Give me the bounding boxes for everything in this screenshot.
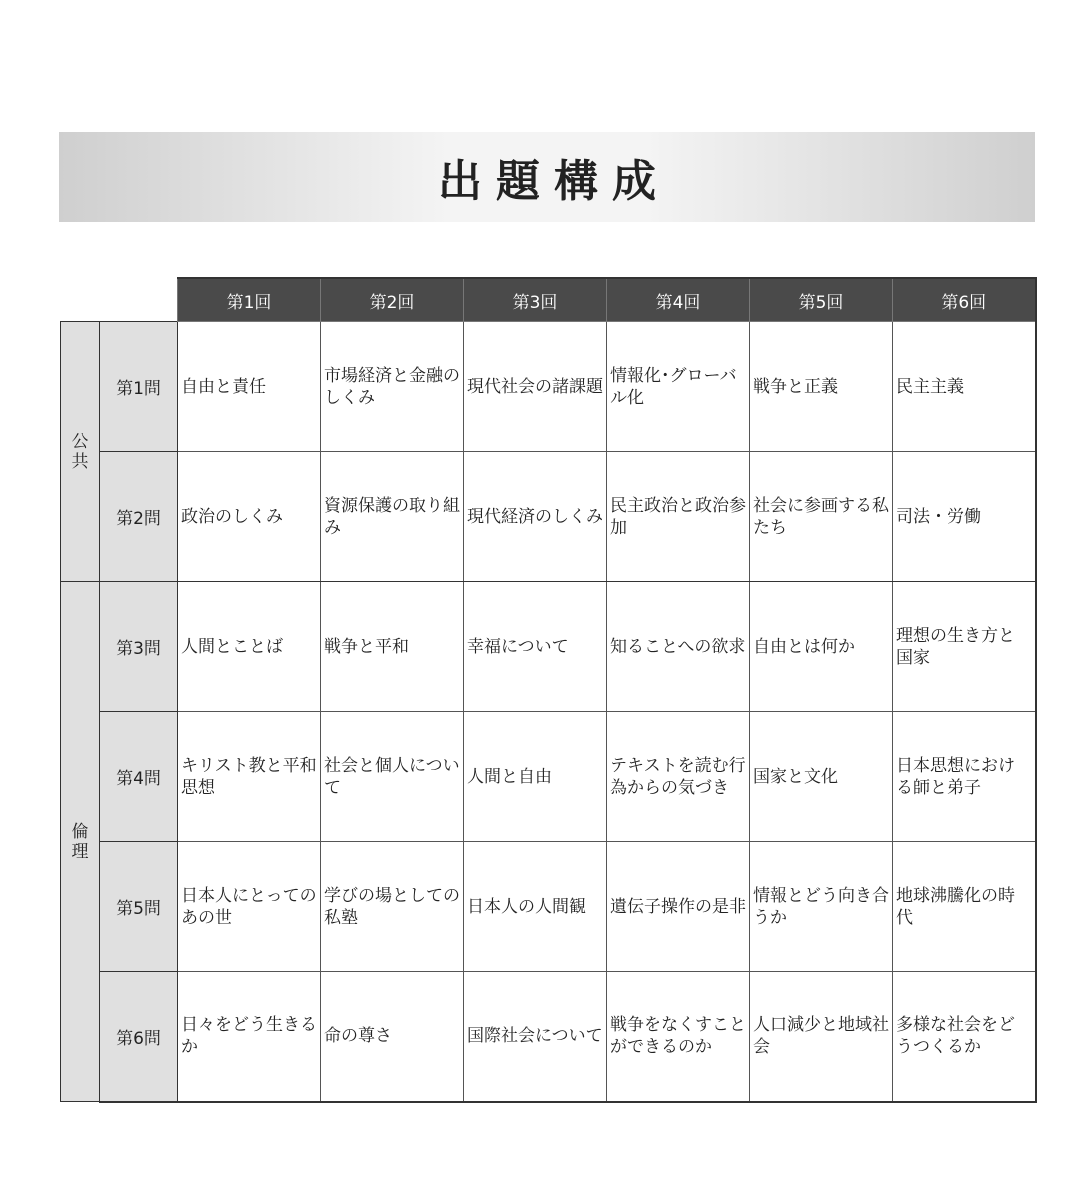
topic-cell: 人間とことば <box>178 582 321 712</box>
table-row <box>61 972 1036 1102</box>
column-header: 第4回 <box>607 278 750 322</box>
topic-cell: 民主政治と政治参加 <box>607 452 750 582</box>
topic-cell: 国際社会について <box>464 972 607 1102</box>
topic-cell: 資源保護の取り組み <box>321 452 464 582</box>
table-row <box>61 582 1036 712</box>
column-header: 第2回 <box>321 278 464 322</box>
column-header: 第3回 <box>464 278 607 322</box>
table-row <box>61 712 1036 842</box>
exam-structure-table <box>60 277 1037 1103</box>
topic-cell: 戦争と正義 <box>750 322 893 452</box>
topic-cell: 民主主義 <box>893 322 1036 452</box>
column-header: 第5回 <box>750 278 893 322</box>
topic-cell: 戦争をなくすことができるのか <box>607 972 750 1102</box>
table-row <box>61 842 1036 972</box>
topic-cell: 日々をどう生きるか <box>178 972 321 1102</box>
question-label: 第6問 <box>100 972 178 1102</box>
topic-cell: テキストを読む行為からの気づき <box>607 712 750 842</box>
topic-cell: 現代社会の諸課題 <box>464 322 607 452</box>
topic-cell: 人間と自由 <box>464 712 607 842</box>
topic-cell: 現代経済のしくみ <box>464 452 607 582</box>
topic-cell: 日本思想における師と弟子 <box>893 712 1036 842</box>
page-title: 出題構成 <box>438 156 670 207</box>
topic-cell: 社会と個人について <box>321 712 464 842</box>
topic-cell: キリスト教と平和思想 <box>178 712 321 842</box>
topic-cell: 地球沸騰化の時代 <box>893 842 1036 972</box>
question-label: 第3問 <box>100 582 178 712</box>
topic-cell: 自由と責任 <box>178 322 321 452</box>
topic-cell: 理想の生き方と国家 <box>893 582 1036 712</box>
topic-cell: 政治のしくみ <box>178 452 321 582</box>
topic-cell: 情報とどう向き合うか <box>750 842 893 972</box>
topic-cell: 司法・労働 <box>893 452 1036 582</box>
column-header: 第6回 <box>893 278 1036 322</box>
question-label: 第1問 <box>100 322 178 452</box>
subject-label-ethics: 倫理 <box>61 582 100 1102</box>
topic-cell: 情報化･グローバル化 <box>607 322 750 452</box>
topic-cell: 多様な社会をどうつくるか <box>893 972 1036 1102</box>
topic-cell: 幸福について <box>464 582 607 712</box>
topic-cell: 自由とは何か <box>750 582 893 712</box>
topic-cell: 命の尊さ <box>321 972 464 1102</box>
topic-cell: 日本人の人間観 <box>464 842 607 972</box>
table-row <box>61 322 1036 452</box>
subject-label-public: 公共 <box>61 322 100 582</box>
topic-cell: 学びの場としての私塾 <box>321 842 464 972</box>
table-row <box>61 452 1036 582</box>
question-label: 第5問 <box>100 842 178 972</box>
topic-cell: 日本人にとってのあの世 <box>178 842 321 972</box>
corner-blank <box>61 278 178 322</box>
topic-cell: 社会に参画する私たち <box>750 452 893 582</box>
question-label: 第4問 <box>100 712 178 842</box>
topic-cell: 市場経済と金融のしくみ <box>321 322 464 452</box>
topic-cell: 遺伝子操作の是非 <box>607 842 750 972</box>
title-banner <box>59 132 1035 222</box>
topic-cell: 知ることへの欲求 <box>607 582 750 712</box>
column-header: 第1回 <box>178 278 321 322</box>
topic-cell: 国家と文化 <box>750 712 893 842</box>
topic-cell: 戦争と平和 <box>321 582 464 712</box>
topic-cell: 人口減少と地域社会 <box>750 972 893 1102</box>
question-label: 第2問 <box>100 452 178 582</box>
